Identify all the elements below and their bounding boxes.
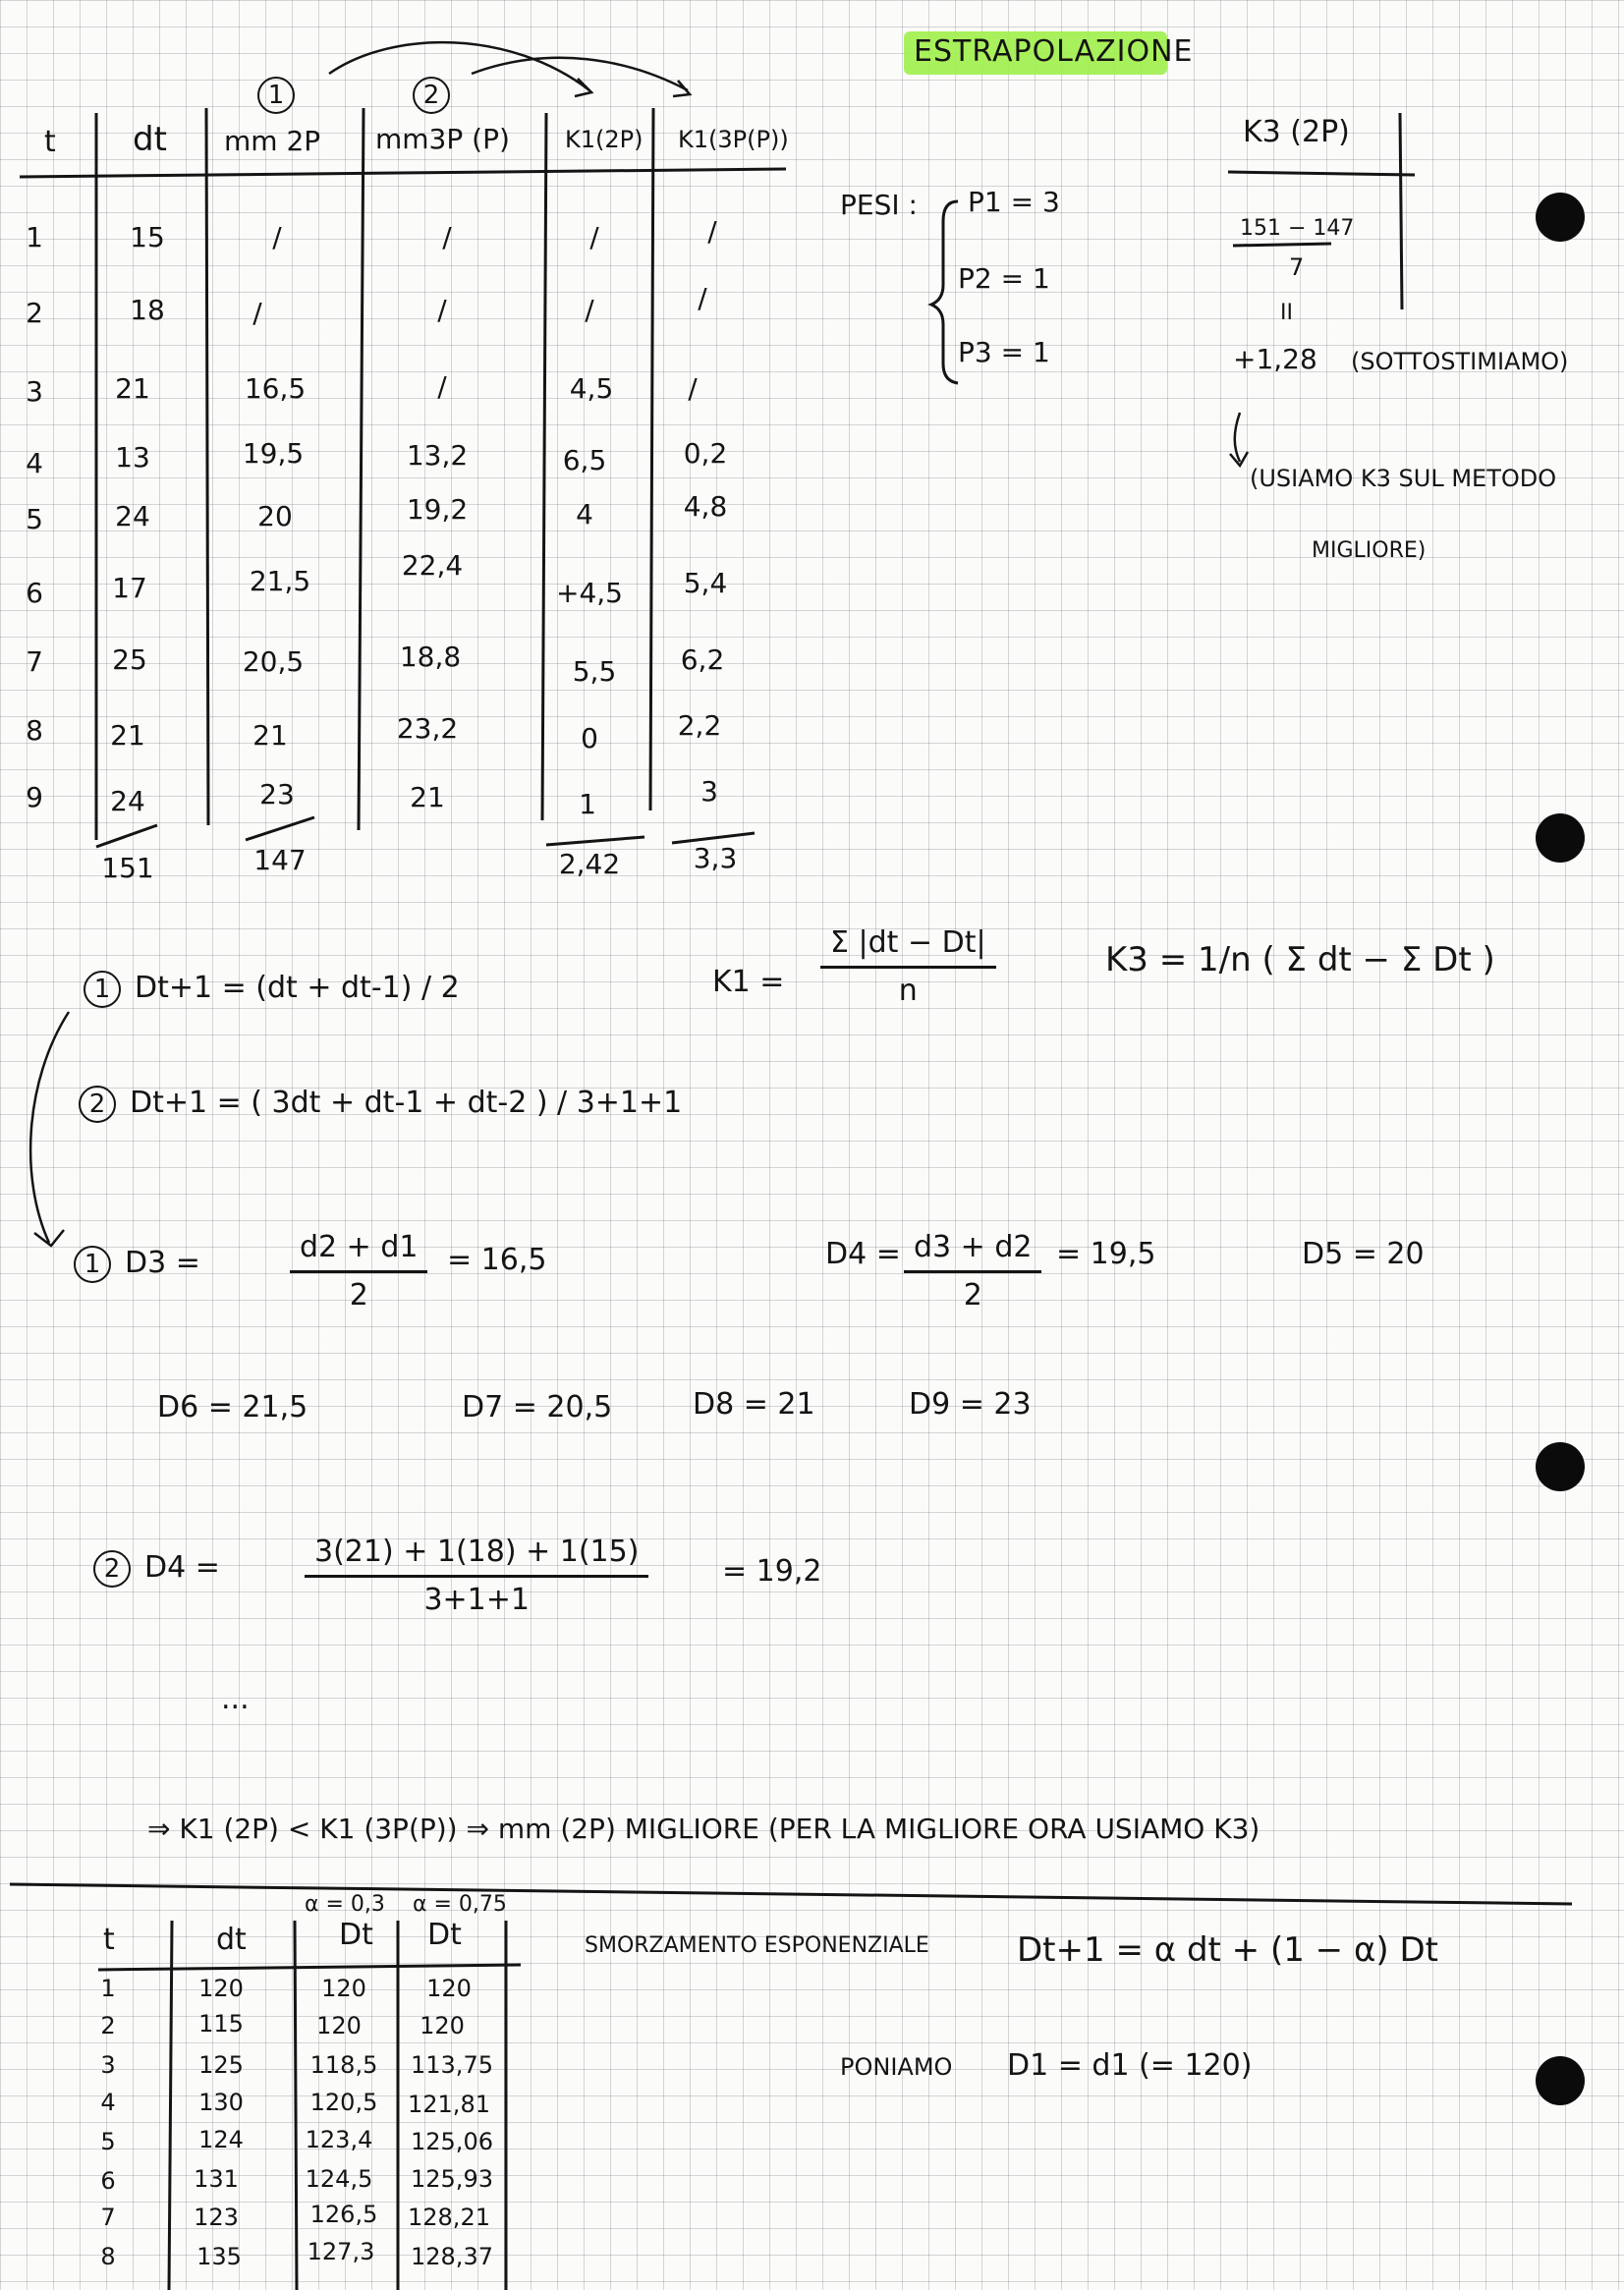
calc1-d8: D8 = 21	[693, 1387, 815, 1422]
cell-dt: 21	[110, 719, 145, 752]
cell-k1-3pp: 6,2	[680, 643, 725, 676]
cell-dt: 130	[198, 2089, 244, 2116]
cell-dt-a075: 128,21	[408, 2204, 490, 2231]
cell-mm2p: 21	[252, 719, 288, 752]
calc1-d7: D7 = 20,5	[462, 1390, 613, 1424]
cell-dt: 135	[196, 2243, 242, 2270]
cell-t: 1	[26, 221, 43, 253]
table2-alpha-1: α = 0,3	[305, 1892, 385, 1917]
cell-t: 3	[26, 375, 43, 408]
formula-1-text: Dt+1 = (dt + dt-1) / 2	[135, 971, 460, 1005]
cell-k1-3pp: 2,2	[677, 709, 722, 742]
table1-header-k1-3pp: K1(3P(P))	[678, 126, 789, 153]
cell-dt-a03: 126,5	[309, 2201, 378, 2228]
cell-k1-3pp: /	[688, 372, 698, 405]
cell-k1-2p: +4,5	[556, 577, 623, 609]
calc2-num: 3(21) + 1(18) + 1(15)	[305, 1537, 648, 1578]
cell-dt: 17	[112, 572, 147, 604]
cell-t: 5	[26, 503, 43, 535]
k1-lhs: K1 =	[712, 965, 785, 999]
table1-marker-1: 1	[257, 77, 308, 114]
page-title: ESTRAPOLAZIONE	[914, 34, 1194, 69]
cell-dt-a03: 120	[316, 2012, 362, 2039]
calc2-marker: 2	[93, 1550, 131, 1588]
cell-dt: 123	[194, 2204, 239, 2231]
cell-t: 7	[100, 2204, 116, 2231]
cell-dt-a075: 120	[426, 1975, 472, 2002]
k1-numerator: Σ |dt − Dt|	[820, 928, 996, 969]
cell-dt: 120	[198, 1975, 244, 2002]
cell-k1-2p: /	[585, 294, 594, 326]
cell-mm2p: 19,5	[242, 437, 305, 470]
cell-k1-3pp: /	[707, 215, 717, 248]
k3-arrow-note-2: MIGLIORE)	[1312, 538, 1427, 563]
table2-header-dt-a03: Dt	[339, 1918, 373, 1952]
cell-dt-a075: 128,37	[411, 2243, 493, 2270]
cell-dt: 24	[115, 500, 150, 532]
weight-p2: P2 = 1	[958, 262, 1050, 295]
cell-t: 1	[100, 1975, 116, 2002]
cell-mm3p: 23,2	[396, 712, 459, 745]
cell-mm3p: 19,2	[406, 493, 469, 526]
formula-2-marker: 2	[79, 1086, 116, 1123]
cell-dt-a075: 113,75	[411, 2051, 493, 2079]
cell-dt-a03: 123,4	[305, 2126, 373, 2153]
calc1-d3-result: = 16,5	[447, 1243, 547, 1277]
cell-mm3p: /	[442, 221, 452, 253]
calc1-d3-lhs: D3 =	[125, 1246, 200, 1280]
poniamo-label: PONIAMO	[840, 2053, 953, 2081]
formula-1-marker: 1	[84, 971, 121, 1008]
calc1-d3-fraction	[290, 1230, 427, 1313]
cell-mm3p: /	[437, 294, 447, 326]
cell-dt: 125	[198, 2051, 244, 2079]
cell-k1-3pp: 5,4	[683, 567, 728, 599]
cell-mm3p: 21	[410, 781, 445, 813]
cell-dt: 115	[198, 2010, 244, 2038]
calc2-lhs-text: D4 =	[144, 1550, 220, 1585]
calc2-result: = 19,2	[722, 1554, 822, 1589]
table1-header-dt: dt	[133, 120, 167, 159]
calc1-d5: D5 = 20	[1302, 1237, 1425, 1271]
calc2-fraction	[305, 1537, 648, 1615]
k3-formula: K3 = 1/n ( Σ dt − Σ Dt )	[1105, 940, 1495, 979]
table1-header-mm3p: mm3P (P)	[375, 123, 510, 155]
cell-mm2p: 20,5	[242, 645, 305, 678]
cell-dt: 25	[112, 643, 147, 676]
cell-mm2p: 16,5	[244, 372, 307, 405]
cell-mm3p: 22,4	[401, 549, 464, 582]
cell-t: 5	[100, 2128, 116, 2155]
cell-mm2p: /	[252, 297, 262, 329]
total-k1-3pp: 3,3	[693, 842, 738, 874]
cell-dt: 15	[130, 221, 165, 253]
cell-dt: 24	[110, 785, 145, 817]
cell-t: 6	[26, 577, 43, 609]
cell-k1-2p: 4,5	[569, 372, 614, 405]
cell-t: 9	[26, 781, 43, 813]
cell-k1-3pp: 4,8	[683, 490, 728, 523]
calc1-d6: D6 = 21,5	[157, 1390, 308, 1424]
cell-mm2p: /	[272, 221, 282, 253]
k3-arrow-note-1: (USIAMO K3 SUL METODO	[1250, 465, 1557, 492]
weight-p3: P3 = 1	[958, 336, 1050, 368]
cell-mm2p: 21,5	[249, 565, 311, 597]
cell-mm3p: 13,2	[406, 439, 469, 472]
calc2-den: 3+1+1	[423, 1583, 530, 1617]
formula-1	[84, 971, 460, 1008]
k3-fraction-num: 151 − 147	[1240, 216, 1355, 241]
cell-dt: 13	[115, 441, 150, 474]
table2-header-t: t	[103, 1923, 115, 1957]
cell-k1-3pp: /	[698, 282, 707, 314]
k1-fraction	[820, 925, 996, 1008]
k3-fraction-den: 7	[1289, 253, 1305, 281]
table1-marker-2: 2	[413, 77, 464, 114]
formula-2-text: Dt+1 = ( 3dt + dt-1 + dt-2 ) / 3+1+1	[130, 1086, 683, 1120]
calc1-marker: 1	[74, 1246, 111, 1283]
total-mm2p: 147	[253, 844, 307, 876]
table1-header-k1-2p: K1(2P)	[565, 126, 644, 153]
cell-k1-2p: 4	[576, 498, 593, 531]
calc2-ellipsis: ...	[221, 1682, 250, 1716]
cell-k1-2p: /	[589, 221, 599, 253]
cell-dt-a03: 120	[321, 1975, 366, 2002]
total-dt: 151	[101, 852, 154, 884]
calc1-d4-result: = 19,5	[1056, 1237, 1156, 1271]
cell-dt: 18	[130, 294, 165, 326]
calc1-d3-den: 2	[349, 1278, 368, 1313]
cell-t: 2	[26, 297, 43, 329]
cell-k1-2p: 6,5	[562, 444, 607, 476]
cell-dt: 21	[115, 372, 150, 405]
cell-dt-a03: 124,5	[305, 2165, 373, 2193]
cell-dt-a075: 121,81	[408, 2091, 490, 2118]
k3-header: K3 (2P)	[1243, 115, 1350, 149]
calc1-d9: D9 = 23	[909, 1387, 1032, 1422]
cell-t: 4	[100, 2089, 116, 2116]
table2-header-dt-a075: Dt	[427, 1918, 462, 1952]
cell-t: 8	[100, 2243, 116, 2270]
calc1-d4-den: 2	[963, 1278, 982, 1313]
cell-k1-2p: 0	[581, 722, 598, 754]
cell-dt-a075: 125,06	[411, 2128, 493, 2155]
cell-mm2p: 23	[259, 778, 295, 810]
smoothing-formula: Dt+1 = α dt + (1 − α) Dt	[1017, 1930, 1438, 1970]
calc1-d3	[74, 1246, 200, 1283]
cell-k1-3pp: 0,2	[683, 437, 728, 470]
cell-dt: 124	[198, 2126, 244, 2153]
calc1-d4-fraction	[904, 1230, 1041, 1313]
cell-dt-a075: 120	[420, 2012, 465, 2039]
cell-t: 2	[100, 2012, 116, 2039]
table2-header-dt: dt	[216, 1923, 247, 1957]
table2-alpha-2: α = 0,75	[413, 1892, 507, 1917]
calc2-lhs	[93, 1550, 220, 1588]
cell-k1-3pp: 3	[700, 775, 718, 808]
conclusion: ⇒ K1 (2P) < K1 (3P(P)) ⇒ mm (2P) MIGLIORE (PER LA MIGLIORE ORA USIAMO K3)	[147, 1813, 1260, 1845]
table1-header-mm2p: mm 2P	[224, 125, 321, 157]
k3-equals: II	[1280, 301, 1293, 325]
table1-header-t: t	[44, 125, 56, 159]
calc1-d4-num: d3 + d2	[904, 1233, 1041, 1273]
k1-denominator: n	[898, 974, 918, 1008]
cell-mm3p: /	[437, 370, 447, 403]
cell-dt-a03: 127,3	[307, 2238, 375, 2265]
smoothing-label: SMORZAMENTO ESPONENZIALE	[585, 1933, 929, 1958]
cell-dt-a075: 125,93	[411, 2165, 493, 2193]
calc1-d3-num: d2 + d1	[290, 1233, 427, 1273]
cell-k1-2p: 1	[579, 788, 596, 820]
total-k1-2p: 2,42	[558, 848, 621, 880]
weights-label: PESI :	[840, 189, 918, 221]
cell-mm2p: 20	[257, 500, 293, 532]
cell-t: 4	[26, 447, 43, 479]
k3-result: +1,28	[1233, 343, 1317, 375]
cell-dt: 131	[194, 2165, 239, 2193]
formula-2	[79, 1086, 682, 1123]
k3-note: (SOTTOSTIMIAMO)	[1351, 348, 1569, 375]
cell-dt-a03: 120,5	[309, 2089, 378, 2116]
cell-dt-a03: 118,5	[309, 2051, 378, 2079]
smoothing-init: D1 = d1 (= 120)	[1007, 2048, 1253, 2083]
cell-mm3p: 18,8	[399, 641, 462, 673]
weight-p1: P1 = 3	[968, 186, 1060, 218]
cell-t: 7	[26, 645, 43, 678]
cell-t: 6	[100, 2167, 116, 2195]
cell-k1-2p: 5,5	[572, 655, 617, 688]
cell-t: 3	[100, 2051, 116, 2079]
calc1-d4-lhs: D4 =	[825, 1237, 901, 1271]
cell-t: 8	[26, 714, 43, 747]
